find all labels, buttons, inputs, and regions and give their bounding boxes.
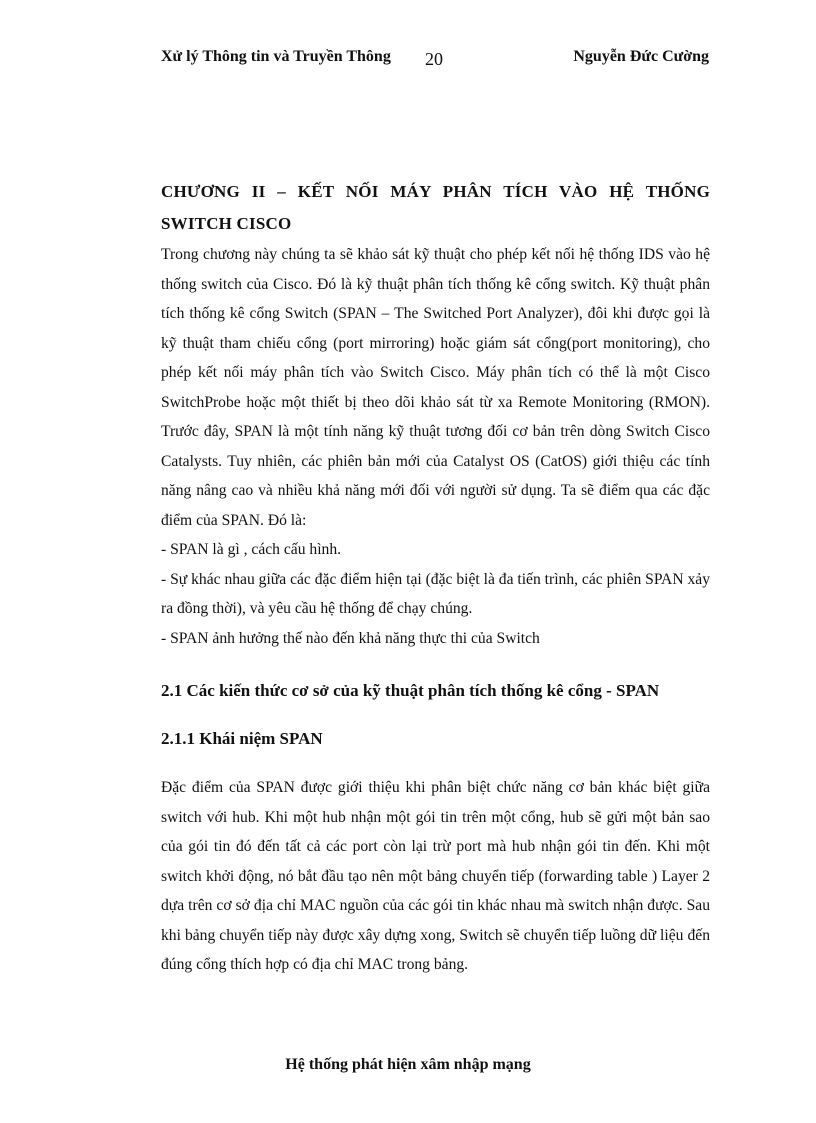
header-course-title: Xử lý Thông tin và Truyền Thông [161,48,391,65]
header-author: Nguyễn Đức Cường [573,48,709,65]
list-item: - SPAN là gì , cách cấu hình. [161,541,342,558]
chapter-intro-paragraph: Trong chương này chúng ta sẽ khảo sát kỹ thuật cho phép kết nối hệ thống IDS vào hệ thống switch của Cisco. Đó là kỹ thuật phân tích thống kê cổng switch. Kỹ thuật phân tích thống kê cổng Switch (SPAN – The Switched Port Analyzer), đôi khi được gọi là kỹ thuật tham chiếu cổng (port mirroring) hoặc giám sát cổng(port monitoring), cho phép kết nối máy phân tích vào Switch Cisco. Máy phân tích có thể là một Cisco SwitchProbe hoặc một thiết bị theo dõi khảo sát từ xa Remote Monitoring (RMON). Trước đây, SPAN là một tính năng kỹ thuật tương đối cơ bản trên dòng Switch Cisco Catalysts. Tuy nhiên, các phiên bản mới của Catalyst OS (CatOS) giới thiệu các tính năng nâng cao và nhiều khả năng mới đối với người sử dụng. Ta sẽ điểm qua các đặc điểm của SPAN. Đó là: [161,246,710,529]
subsection-paragraph: Đặc điểm của SPAN được giới thiệu khi phân biệt chức năng cơ bản khác biệt giữa switch với hub. Khi một hub nhận một gói tin trên một cổng, hub sẽ gửi một bản sao của gói tin đó đến tất cả các port còn lại trừ port mà hub nhận gói tin đến. Khi một switch khởi động, nó bắt đầu tạo nên một bảng chuyển tiếp (forwarding table ) Layer 2 dựa trên cơ sở địa chỉ MAC nguồn của các gói tin khác nhau mà switch nhận được. Sau khi bảng chuyển tiếp này được xây dựng xong, Switch sẽ chuyển tiếp luồng dữ liệu đến đúng cổng thích hợp có địa chỉ MAC trong bảng. [161,779,710,973]
page-footer: Hệ thống phát hiện xâm nhập mạng [285,1056,531,1073]
page-number: 20 [425,49,443,69]
page-content [161,176,710,980]
section-title: 2.1 Các kiến thức cơ sở của kỹ thuật phân tích thống kê cổng - SPAN [161,681,660,700]
list-item: - Sự khác nhau giữa các đặc điểm hiện tại (đặc biệt là đa tiến trình, các phiên SPAN xảy ra đồng thời), và yêu cầu hệ thống để chạy chúng. [161,570,710,617]
page-header [161,48,709,72]
subsection-title: 2.1.1 Khái niệm SPAN [161,729,323,748]
list-item: - SPAN ảnh hưởng thế nào đến khả năng thực thi của Switch [161,629,540,647]
chapter-title: CHƯƠNG II – KẾT NỐI MÁY PHÂN TÍCH VÀO HỆ THỐNG SWITCH CISCO [161,182,710,233]
